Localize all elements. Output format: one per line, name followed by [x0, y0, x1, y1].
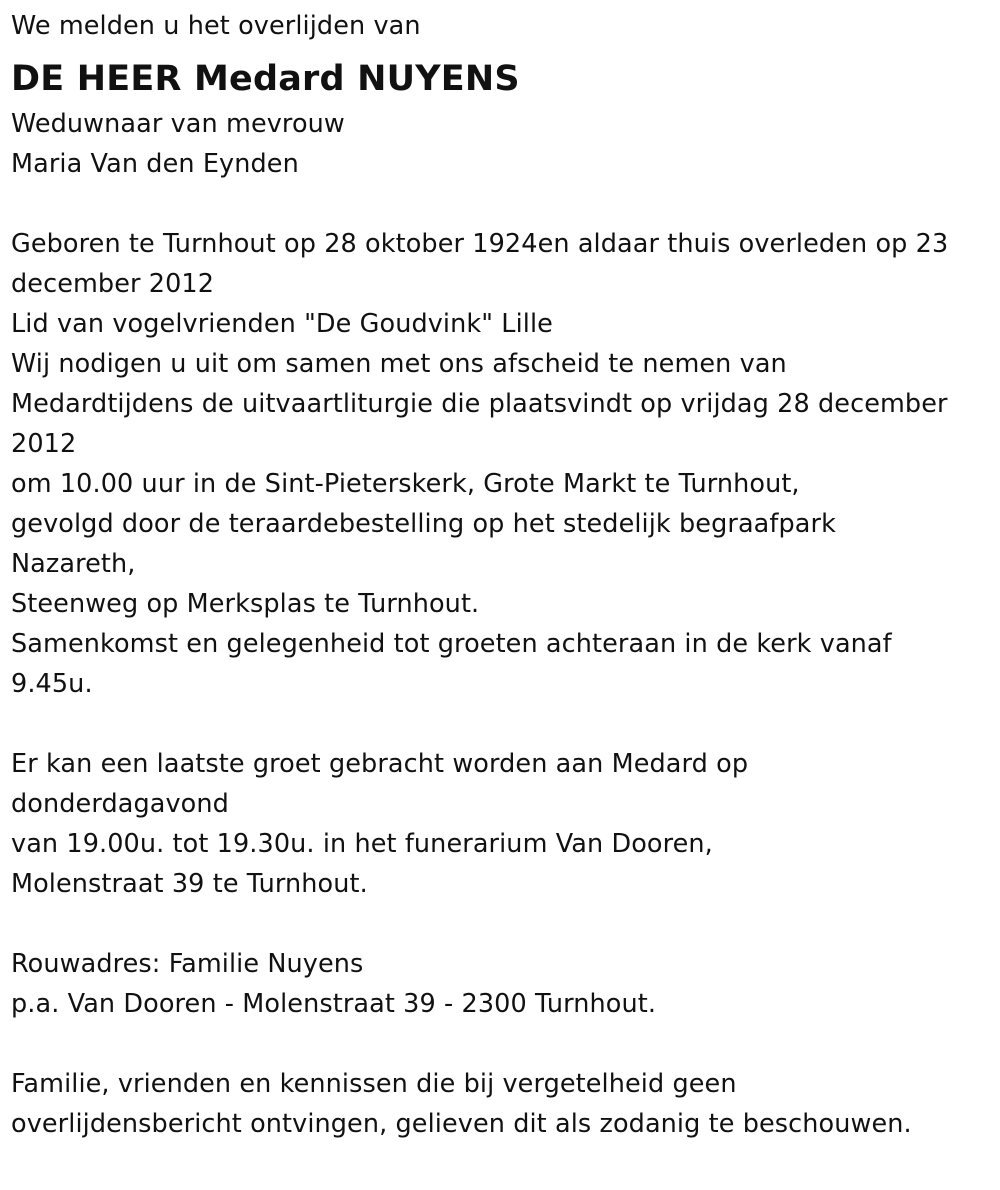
closing-line: overlijdensbericht ontvingen, gelieven dit als zodanig te beschouwen.: [11, 1109, 912, 1139]
deceased-name: DE HEER Medard NUYENS: [11, 59, 520, 99]
address-block: [11, 944, 989, 1024]
viewing-line: Er kan een laatste groet gebracht worden aan Medard op: [11, 749, 749, 779]
intro-text: We melden u het overlijden van: [11, 11, 421, 41]
details-line: Wij nodigen u uit om samen met ons afscheid te nemen van: [11, 349, 787, 379]
spouse-line-1: Weduwnaar van mevrouw: [11, 109, 345, 139]
spacer: [11, 184, 989, 224]
viewing-block: [11, 744, 989, 904]
details-line: Medardtijdens de uitvaartliturgie die plaatsvindt op vrijdag 28 december: [11, 389, 948, 419]
viewing-line: van 19.00u. tot 19.30u. in het funerarium Van Dooren,: [11, 829, 713, 859]
viewing-line: donderdagavond: [11, 789, 229, 819]
details-line: 9.45u.: [11, 669, 93, 699]
details-line: gevolgd door de teraardebestelling op het stedelijk begraafpark: [11, 509, 836, 539]
viewing-line: Molenstraat 39 te Turnhout.: [11, 869, 368, 899]
details-line: Geboren te Turnhout op 28 oktober 1924en aldaar thuis overleden op 23: [11, 229, 949, 259]
details-line: Steenweg op Merksplas te Turnhout.: [11, 589, 480, 619]
closing-line: Familie, vrienden en kennissen die bij vergetelheid geen: [11, 1069, 737, 1099]
closing-block: [11, 1064, 989, 1144]
details-line: Samenkomst en gelegenheid tot groeten achteraan in de kerk vanaf: [11, 629, 892, 659]
details-line: Nazareth,: [11, 549, 136, 579]
details-block: [11, 224, 989, 704]
address-line: Rouwadres: Familie Nuyens: [11, 949, 364, 979]
spacer: [11, 1024, 989, 1064]
address-line: p.a. Van Dooren - Molenstraat 39 - 2300 Turnhout.: [11, 989, 657, 1019]
spouse-line-2: Maria Van den Eynden: [11, 149, 299, 179]
spacer: [11, 704, 989, 744]
spacer: [11, 904, 989, 944]
details-line: december 2012: [11, 269, 215, 299]
details-line: Lid van vogelvrienden "De Goudvink" Lille: [11, 309, 553, 339]
details-line: om 10.00 uur in de Sint-Pieterskerk, Grote Markt te Turnhout,: [11, 469, 800, 499]
details-line: 2012: [11, 429, 77, 459]
